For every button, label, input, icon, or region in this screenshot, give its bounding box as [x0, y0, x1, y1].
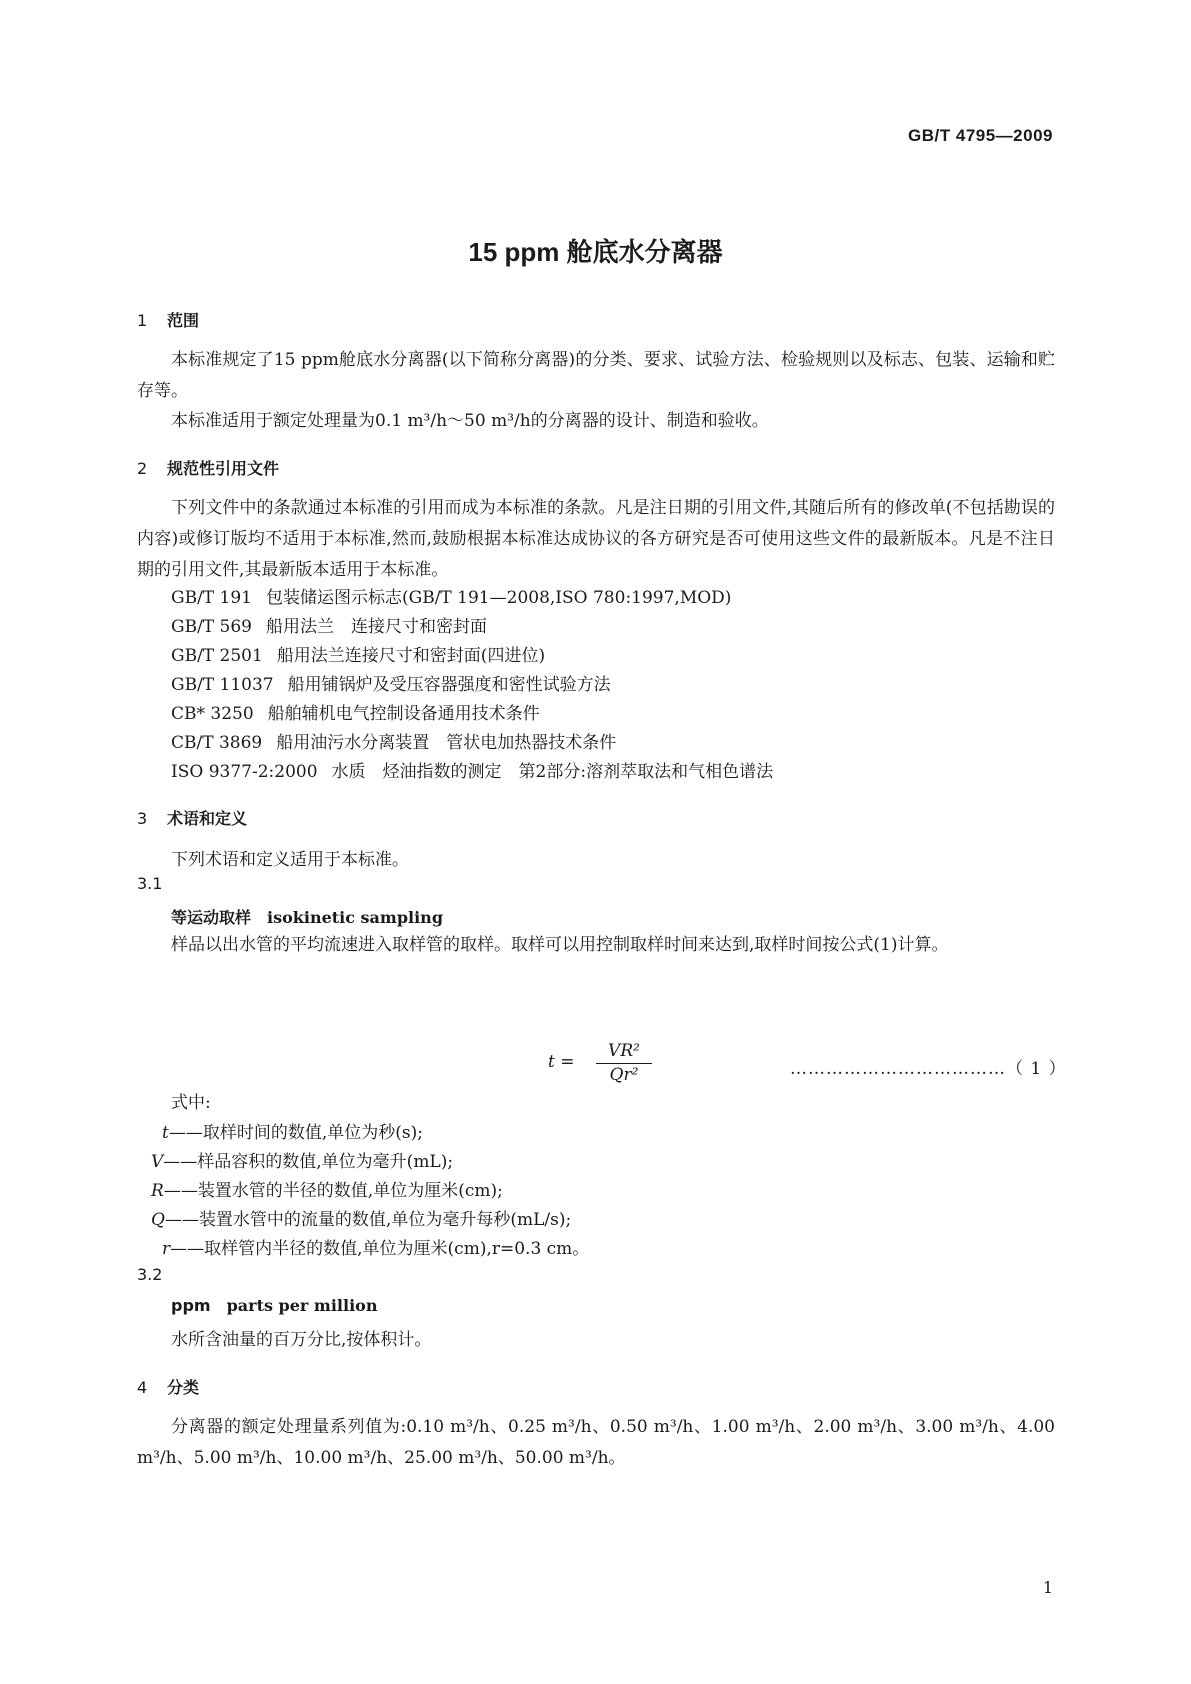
symbol-description: ——样品容积的数值,单位为毫升(mL);: [163, 1152, 454, 1172]
reference-code: GB/T 569: [171, 617, 252, 637]
section-1-heading: [137, 308, 199, 331]
symbol: Q: [151, 1210, 165, 1230]
formula-numerator: VR²: [596, 1040, 652, 1064]
reference-item: [171, 728, 616, 753]
scope-paragraph-1: 本标准规定了15 ppm舱底水分离器(以下简称分离器)的分类、要求、试验方法、检验规则以及标志、包装、运输和贮存等。: [137, 350, 1055, 401]
reference-item: [171, 699, 540, 724]
section-title: 规范性引用文件: [167, 459, 280, 478]
reference-code: CB* 3250: [171, 704, 254, 724]
terms-intro: 下列术语和定义适用于本标准。: [171, 850, 409, 870]
formula-fraction: [596, 1040, 652, 1086]
symbol-description: ——取样时间的数值,单位为秒(s);: [168, 1123, 423, 1143]
formula-lhs: t =: [548, 1052, 575, 1072]
symbol: r: [162, 1239, 171, 1259]
section-title: 范围: [167, 311, 200, 330]
reference-item: [171, 641, 545, 666]
reference-code: ISO 9377-2:2000: [171, 762, 318, 782]
symbol: V: [151, 1152, 164, 1172]
equation-number: ………………………………（ 1 ）: [790, 1059, 1067, 1079]
term-english: parts per million: [226, 1296, 378, 1315]
reference-title: 水质 烃油指数的测定 第2部分:溶剂萃取法和气相色谱法: [331, 762, 774, 782]
section-number: 4: [137, 1378, 148, 1397]
term-english: isokinetic sampling: [267, 908, 443, 927]
reference-code: GB/T 191: [171, 588, 252, 608]
scope-paragraph-2: 本标准适用于额定处理量为0.1 m³/h～50 m³/h的分离器的设计、制造和验收。: [171, 411, 769, 431]
reference-item: [171, 583, 731, 608]
term-3-2: [171, 1296, 377, 1315]
symbol-definition: [151, 1176, 503, 1201]
term-abbrev: ppm: [171, 1296, 211, 1315]
symbol-definition: [151, 1147, 453, 1172]
section-number: 1: [137, 311, 148, 330]
symbol-definition: [162, 1118, 423, 1143]
term-3-2-definition: 水所含油量的百万分比,按体积计。: [171, 1330, 432, 1350]
section-title: 分类: [167, 1378, 200, 1397]
classification-paragraph: 分离器的额定处理量系列值为:0.10 m³/h、0.25 m³/h、0.50 m³/h、1.00 m³/h、2.00 m³/h、3.00 m³/h、4.00 m³/h、5.00 m³/h、10.00 m³/h、25.00 m³/h、50.00 m³/h。: [137, 1417, 1055, 1468]
reference-item: [171, 757, 773, 782]
section-3-heading: [137, 806, 247, 829]
reference-title: 船用法兰 连接尺寸和密封面: [266, 617, 487, 637]
formula-denominator: Qr²: [609, 1065, 639, 1085]
reference-item: [171, 612, 487, 637]
document-title: 15 ppm 舱底水分离器: [468, 237, 723, 267]
subclause-3-1-number: 3.1: [137, 874, 163, 893]
section-title: 术语和定义: [167, 809, 248, 828]
reference-title: 包装储运图示标志(GB/T 191—2008,ISO 780:1997,MOD): [266, 588, 732, 608]
reference-code: GB/T 11037: [171, 675, 274, 695]
symbol-definition: [151, 1205, 571, 1230]
reference-code: GB/T 2501: [171, 646, 263, 666]
subclause-3-2-number: 3.2: [137, 1265, 163, 1284]
reference-title: 船用油污水分离装置 管状电加热器技术条件: [276, 733, 617, 753]
reference-item: [171, 670, 611, 695]
symbol: t: [162, 1123, 169, 1143]
standard-number: GB/T 4795—2009: [908, 126, 1053, 145]
reference-title: 船用铺锅炉及受压容器强度和密性试验方法: [287, 675, 611, 695]
symbol-definition: [162, 1234, 589, 1259]
term-3-1: [171, 905, 443, 928]
reference-title: 船舶辅机电气控制设备通用技术条件: [267, 704, 540, 724]
section-number: 2: [137, 459, 148, 478]
term-chinese: 等运动取样: [171, 908, 252, 927]
term-3-1-definition: 样品以出水管的平均流速进入取样管的取样。取样可以用控制取样时间来达到,取样时间按公式(1)计算。: [171, 935, 949, 955]
where-label: 式中:: [171, 1093, 211, 1113]
section-4-heading: [137, 1375, 199, 1398]
page-number: 1: [1042, 1578, 1053, 1597]
symbol-description: ——装置水管中的流量的数值,单位为毫升每秒(mL/s);: [164, 1210, 572, 1230]
section-number: 3: [137, 809, 148, 828]
reference-title: 船用法兰连接尺寸和密封面(四进位): [276, 646, 546, 666]
symbol: R: [151, 1181, 164, 1201]
symbol-description: ——装置水管的半径的数值,单位为厘米(cm);: [163, 1181, 503, 1201]
reference-code: CB/T 3869: [171, 733, 263, 753]
section-2-heading: [137, 456, 279, 479]
symbol-description: ——取样管内半径的数值,单位为厘米(cm),r=0.3 cm。: [170, 1239, 590, 1259]
references-intro-paragraph: 下列文件中的条款通过本标准的引用而成为本标准的条款。凡是注日期的引用文件,其随后所有的修改单(不包括勘误的内容)或修订版均不适用于本标准,然而,鼓励根据本标准达成协议的各方研究是否可使用这些文件的最新版本。凡是不注日期的引用文件,其最新版本适用于本标准。: [137, 498, 1055, 580]
